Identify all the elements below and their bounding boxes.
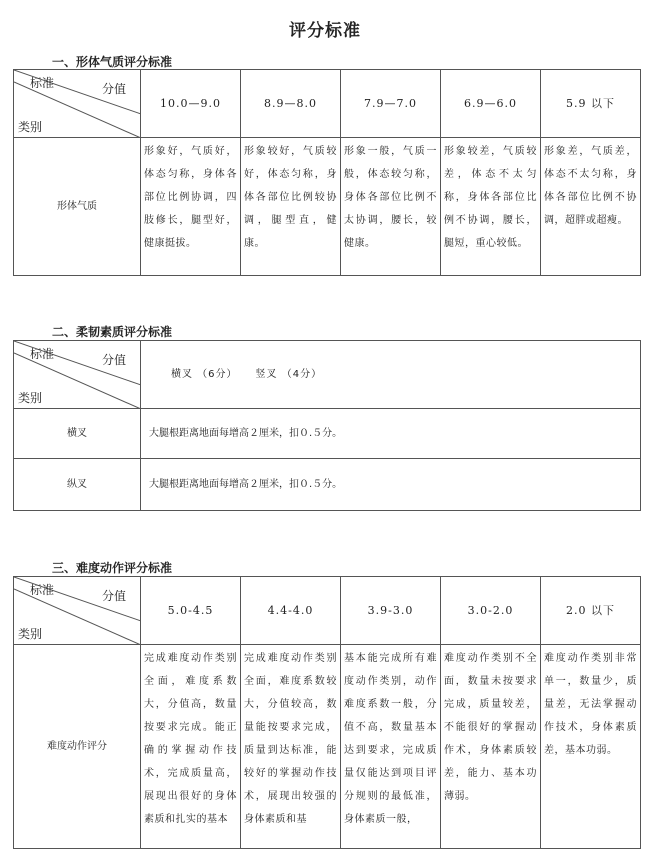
score-range-header: 6.9—6.0 <box>441 70 541 138</box>
criteria-cell: 完成难度动作类别全面，难度系数较大，分值较高，数量能按要求完成，质量到达标准，能较好的掌握动作技术，展现出较强的身体素质和基 <box>241 645 341 849</box>
split-scoring-header <box>141 341 641 409</box>
row-label: 形体气质 <box>14 138 141 276</box>
section2-title: 二、柔韧素质评分标准 <box>52 325 173 339</box>
corner-standard-label: 标准 <box>30 583 55 597</box>
row-label: 难度动作评分 <box>14 645 141 849</box>
corner-cell <box>14 577 141 645</box>
section3-table <box>13 576 641 849</box>
score-range-header: 10.0—9.0 <box>141 70 241 138</box>
corner-standard-label: 标准 <box>30 76 55 90</box>
criteria-cell: 基本能完成所有难度动作类别，动作难度系数一般，分值不高，数量基本达到要求，完成质量仅能达到项目评分规则的最低准，身体素质一般， <box>341 645 441 849</box>
criteria-cell: 形象较好，气质较好，体态匀称，身体各部位比例较协调，腿型直，健康。 <box>241 138 341 276</box>
corner-category-label: 类别 <box>18 391 43 405</box>
row-label: 纵叉 <box>14 459 141 511</box>
criteria-cell: 形象好，气质好，体态匀称，身体各 部位比例协调，四肢修长，腿型好，健康挺拔。 <box>141 138 241 276</box>
section2-table <box>13 340 641 511</box>
criteria-cell: 形象较差，气质较差，体态不太匀称，身体各部位比例不协调，腰长，腿短，重心较低。 <box>441 138 541 276</box>
corner-score-label: 分值 <box>101 589 126 603</box>
corner-standard-label: 标准 <box>30 347 55 361</box>
corner-cell <box>14 341 141 409</box>
vertical-split-header: 竖叉 （4分） <box>255 369 323 380</box>
row-label: 横叉 <box>14 409 141 459</box>
section3-title: 三、难度动作评分标准 <box>52 561 173 575</box>
score-range-header: 5.0-4.5 <box>141 577 241 645</box>
score-range-header: 8.9—8.0 <box>241 70 341 138</box>
score-range-header: 3.9-3.0 <box>341 577 441 645</box>
rule-cell: 大腿根距离地面每增高２厘米，扣０.５分。 <box>141 409 641 459</box>
section1-title: 一、形体气质评分标准 <box>52 55 173 69</box>
score-range-header: 5.9 以下 <box>541 70 641 138</box>
corner-category-label: 类别 <box>18 627 43 641</box>
document-title: 评分标准 <box>289 21 361 41</box>
horizontal-split-header: 横叉 （6分） <box>171 369 238 380</box>
score-range-header: 7.9—7.0 <box>341 70 441 138</box>
corner-cell <box>14 70 141 138</box>
corner-score-label: 分值 <box>101 82 126 96</box>
criteria-cell: 完成难度动作类别全面，难度系数大，分值高，数量按要求完成。能正确的掌握动作技术，完成质量高，展现出很好的身体素质和扎实的基本 <box>141 645 241 849</box>
score-range-header: 3.0-2.0 <box>441 577 541 645</box>
criteria-cell: 形象差，气质差，体态不太匀称，身体各部位比例不协调，超胖或超瘦。 <box>541 138 641 276</box>
criteria-cell: 难度动作类别不全面，数量未按要求完成，质量较差，不能很好的掌握动作术，身体素质较差，能力、基本功薄弱。 <box>441 645 541 849</box>
section1-table <box>13 69 641 276</box>
criteria-cell: 形象一般，气质一般，体态较匀称，身体各部位比例不太协调，腰长，较健康。 <box>341 138 441 276</box>
corner-score-label: 分值 <box>101 353 126 367</box>
rule-cell: 大腿根距离地面每增高２厘米，扣０.５分。 <box>141 459 641 511</box>
score-range-header: 2.0 以下 <box>541 577 641 645</box>
score-range-header: 4.4-4.0 <box>241 577 341 645</box>
criteria-cell: 难度动作类别非常单一，数量少，质量差，无法掌握动作技术，身体素质差，基本功弱。 <box>541 645 641 849</box>
corner-category-label: 类别 <box>18 120 43 134</box>
